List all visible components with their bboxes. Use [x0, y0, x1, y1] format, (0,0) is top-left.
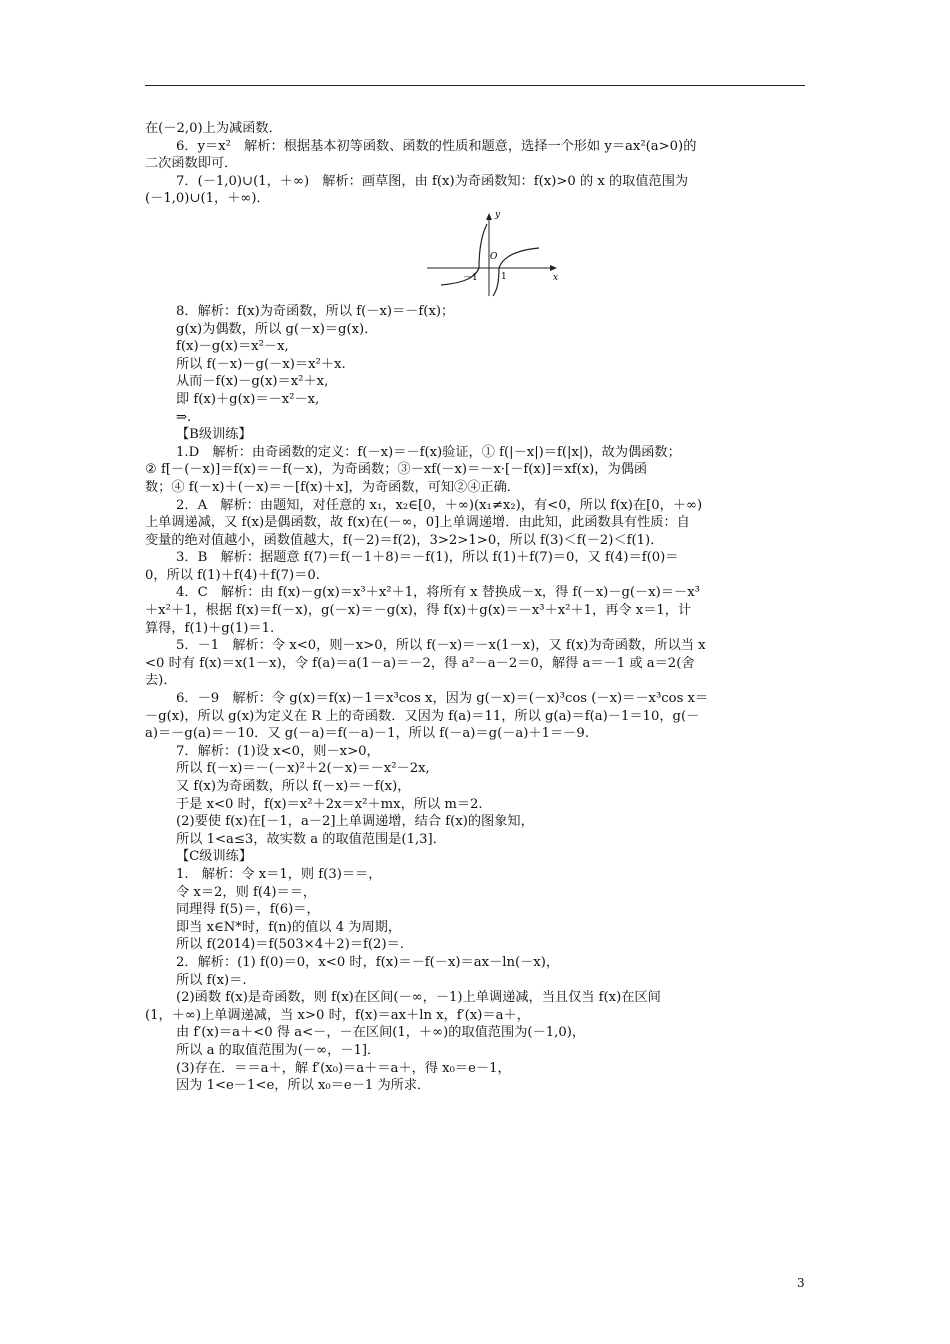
section-before-graph	[145, 120, 810, 208]
text-line: 所以 1<a≤3，故实数 a 的取值范围是(1,3]．	[176, 831, 446, 847]
text-line: 1.D 解析：由奇函数的定义：f(－x)＝－f(x)验证，① f(|－x|)＝f(|x|)，故为偶函数；	[176, 444, 681, 460]
x-axis-arrow	[550, 265, 557, 271]
text-line: ② f[－(－x)]＝f(x)＝－f(－x)，为奇函数；③－xf(－x)＝－x·[－f(x)]＝xf(x)，为偶函	[145, 462, 648, 478]
text-line: 于是 x<0 时，f(x)＝x²＋2x＝x²＋mx，所以 m＝2.	[176, 796, 483, 812]
text-line: 二次函数即可．	[145, 156, 238, 172]
text-line: (3)存在．＝＝a＋，解 f′(x₀)＝a＋＝a＋，得 x₀＝e－1，	[176, 1060, 511, 1076]
text-line: 由 f′(x)＝a＋<0 得 a<－，－在区间(1，＋∞)的取值范围为(－1,0)，	[176, 1025, 586, 1041]
text-line: 变量的绝对值越小，函数值越大，f(－2)＝f(2)，3>2>1>0，所以 f(3)＜f(－2)＜f(1)．	[145, 532, 664, 548]
text-line: 在(－2,0)上为减函数．	[145, 121, 282, 136]
text-line: 所以 a 的取值范围为(－∞，－1]．	[176, 1042, 381, 1058]
header-rule	[145, 85, 805, 86]
document-body	[145, 120, 810, 1095]
tick-pos-label: 1	[501, 271, 507, 282]
y-axis-label: y	[495, 209, 501, 220]
sketch-graph	[145, 210, 810, 302]
curve-right-lower	[493, 268, 499, 296]
text-line: 同理得 f(5)＝，f(6)＝，	[176, 902, 320, 918]
text-line: 【B级训练】	[176, 427, 252, 443]
text-line: 从而－f(x)－g(x)＝x²＋x,	[176, 374, 329, 390]
text-line: 0，所以 f(1)＋f(4)＋f(7)＝0.	[145, 567, 320, 583]
text-line: 所以 f(x)＝.	[176, 972, 247, 988]
text-line: 【C级训练】	[176, 849, 253, 865]
text-line: (2)要使 f(x)在[－1，a－2]上单调递增，结合 f(x)的图象知，	[176, 814, 534, 830]
tick-neg-label: －1	[463, 272, 478, 283]
text-line: g(x)为偶数，所以 g(－x)＝g(x)．	[176, 321, 378, 337]
x-axis-label: x	[553, 272, 559, 283]
text-line: 5．－1 解析：令 x<0，则－x>0，所以 f(－x)＝－x(1－x)，又 f(x)为奇函数，所以当 x	[176, 638, 706, 654]
curve-right-upper	[499, 248, 539, 268]
text-line: 因为 1<e－1<e，所以 x₀＝e－1 为所求．	[176, 1078, 431, 1094]
text-line: 3．B 解析：据题意 f(7)＝f(－1＋8)＝－f(1)，所以 f(1)＋f(7)＝0，又 f(4)＝f(0)＝	[176, 550, 679, 566]
text-line: 6．－9 解析：令 g(x)＝f(x)－1＝x³cos x，因为 g(－x)＝(－x)³cos (－x)＝－x³cos x＝	[176, 691, 709, 707]
text-line: f(x)－g(x)＝x²－x,	[176, 339, 289, 355]
text-line: －g(x)，所以 g(x)为定义在 R 上的奇函数．又因为 f(a)＝11，所以 g(a)＝f(a)－1＝10，g(－	[145, 708, 700, 724]
text-line: 6．y＝x² 解析：根据基本初等函数、函数的性质和题意，选择一个形如 y＝ax²(a>0)的	[176, 138, 697, 154]
odd-function-sketch	[423, 208, 563, 300]
text-line: 算得，f(1)＋g(1)＝1.	[145, 620, 275, 636]
text-line: 上单调递减，又 f(x)是偶函数，故 f(x)在(－∞，0]上单调递增．由此知，此函数具有性质：自	[145, 515, 690, 531]
text-line: 又 f(x)为奇函数，所以 f(－x)＝－f(x)，	[176, 779, 411, 794]
text-line: 2．解析：(1) f(0)＝0，x<0 时，f(x)＝－f(－x)＝ax－ln(－x)，	[176, 954, 560, 970]
text-line: (1，＋∞)上单调递减，当 x>0 时，f(x)＝ax＋ln x，f′(x)＝a＋，	[145, 1007, 530, 1023]
text-line: 所以 f(2014)＝f(503×4＋2)＝f(2)＝.	[176, 937, 404, 953]
text-line: 所以 f(－x)－g(－x)＝x²＋x.	[176, 356, 346, 372]
page-number: 3	[797, 1276, 805, 1290]
text-line: 所以 f(－x)＝－(－x)²＋2(－x)＝－x²－2x,	[176, 761, 430, 777]
text-line: <0 时有 f(x)＝x(1－x)，令 f(a)＝a(1－a)＝－2，得 a²－a－2＝0，解得 a＝－1 或 a＝2(舍	[145, 655, 695, 671]
curve-left-upper	[479, 224, 487, 268]
text-line: ＋x²＋1，根据 f(x)＝f(－x)，g(－x)＝－g(x)，得 f(x)＋g(x)＝－x³＋x²＋1，再令 x＝1，计	[145, 603, 692, 619]
origin-label: O	[490, 251, 498, 262]
text-line: 即 f(x)＋g(x)＝－x²－x,	[176, 391, 320, 407]
text-line: a)＝－g(a)＝－10．又 g(－a)＝f(－a)－1，所以 f(－a)＝g(－a)＋1＝－9.	[145, 726, 589, 742]
text-line: 7．解析：(1)设 x<0，则－x>0，	[176, 743, 380, 759]
y-axis-arrow	[486, 213, 492, 220]
text-line: 4．C 解析：由 f(x)－g(x)＝x³＋x²＋1，将所有 x 替换成－x，得 f(－x)－g(－x)＝－x³	[176, 585, 700, 601]
text-line: 去)．	[145, 673, 177, 689]
text-line: 令 x＝2，则 f(4)＝＝，	[176, 884, 317, 900]
text-line: 8．解析：f(x)为奇函数，所以 f(－x)＝－f(x)；	[176, 303, 455, 319]
text-line: 数；④ f(－x)＋(－x)＝－[f(x)＋x]，为奇函数，可知②④正确．	[145, 479, 520, 495]
text-line: 7．(－1,0)∪(1，＋∞) 解析：画草图，由 f(x)为奇函数知：f(x)>0 的 x 的取值范围为	[176, 173, 689, 189]
text-line: 2．A 解析：由题知，对任意的 x₁，x₂∈[0，＋∞)(x₁≠x₂)，有<0，所以 f(x)在[0，＋∞)	[176, 497, 703, 513]
text-line: (－1,0)∪(1，＋∞)．	[145, 191, 270, 207]
text-line: ⇒.	[176, 409, 192, 425]
text-line: (2)函数 f(x)是奇函数，则 f(x)在区间(－∞，－1)上单调递减，当且仅当 f(x)在区间	[176, 990, 661, 1006]
text-line: 即当 x∈N*时，f(n)的值以 4 为周期，	[176, 919, 402, 935]
section-after-graph	[145, 303, 810, 1095]
text-line: 1. 解析：令 x＝1，则 f(3)＝＝，	[176, 866, 382, 882]
